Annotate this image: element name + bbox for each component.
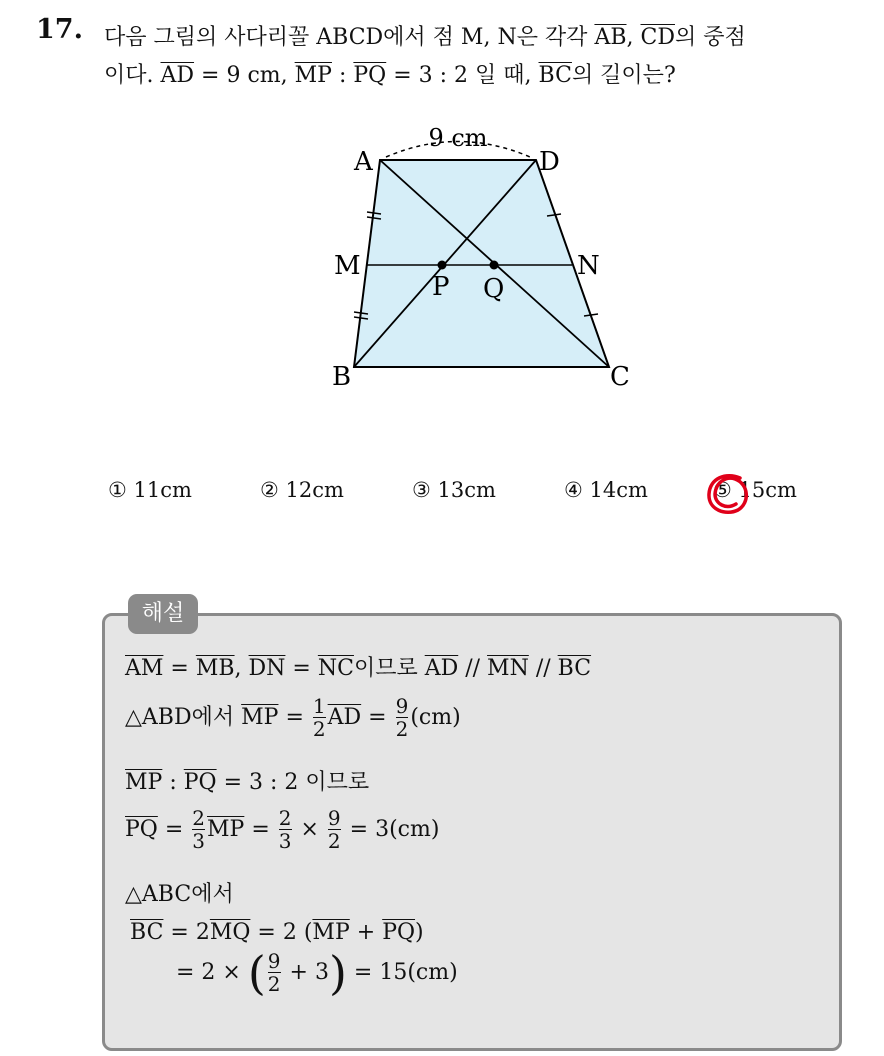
solution-line-3: $\overline{MP}$ : $\overline{PQ} = 3$ : 2 이므로 (125, 770, 370, 795)
point-q (490, 261, 499, 270)
choice-1[interactable]: ① 11cm (108, 478, 192, 502)
label-b: B (332, 362, 352, 392)
fraction: $\frac{1}{2}$ (312, 694, 326, 741)
point-p (438, 261, 447, 270)
choice-3[interactable]: ③ 13cm (412, 478, 496, 502)
question-line-2: 이다. $\overline{AD} = 9$ cm, $\overline{MP}$ : $\overline{PQ} = 3$ : 2 일 때, $\overline{BC}$의 길이는? (104, 63, 676, 88)
solution-line-5: △ABC에서 (125, 882, 234, 907)
solution-line-4: $\overline{PQ}$ = $\frac{2}{3}$ $\overline{MP}$ = $\frac{2}{3}$ × $\frac{9}{2}$ = 3(cm) (125, 806, 440, 853)
solution-line-2: △ABD에서 $\overline{MP}$ = $\frac{1}{2}$ $\overline{AD}$ = $\frac{9}{2}$ (cm) (125, 694, 461, 741)
question-number: 17. (36, 14, 83, 45)
trapezoid-diagram (320, 118, 650, 408)
fraction: $\frac{9}{2}$ (267, 949, 281, 996)
fraction: $\frac{2}{3}$ (192, 806, 205, 853)
choice-5[interactable]: ⑤ 15cm (713, 478, 797, 502)
label-p: P (432, 272, 450, 302)
solution-line-1: $\overline{AM} = \overline{MB}$, $\overline{DN} = \overline{NC}$이므로 $\overline{AD} // \overline{MN} // \overline{BC}$ (125, 656, 592, 681)
solution-tag: 해설 (128, 594, 198, 634)
choice-2[interactable]: ② 12cm (260, 478, 344, 502)
segment-ad: $\overline{AD}$ (160, 63, 195, 88)
fraction: $\frac{9}{2}$ (327, 806, 341, 853)
label-q: Q (483, 274, 505, 304)
segment-pq: $\overline{PQ}$ (353, 63, 387, 88)
trapezoid-shape (354, 160, 609, 367)
solution-line-7: = 2 × ( $\frac{9}{2}$ + 3) = 15(cm) (176, 946, 458, 1000)
answer-circle-stroke (709, 476, 746, 513)
choice-4[interactable]: ④ 14cm (564, 478, 648, 502)
label-d: D (539, 147, 560, 177)
label-m: M (334, 251, 361, 281)
label-a: A (354, 147, 373, 177)
top-length-label: 9 cm (428, 124, 488, 152)
segment-mp: $\overline{MP}$ (294, 63, 332, 88)
segment-bc: $\overline{BC}$ (538, 63, 572, 88)
fraction: $\frac{9}{2}$ (395, 694, 409, 741)
question-text: 다음 그림의 사다리꼴 ABCD에서 점 M, N은 각각 (104, 25, 595, 50)
label-n: N (577, 251, 600, 281)
segment-cd: $\overline{CD}$ (640, 25, 675, 50)
segment-ab: $\overline{AB}$ (594, 25, 627, 50)
fraction: $\frac{2}{3}$ (278, 806, 292, 853)
solution-line-6: $\overline{BC} = 2\overline{MQ} = 2$ $(\overline{MP} + \overline{PQ})$ (130, 920, 424, 945)
answer-circle-mark (702, 470, 754, 520)
question-line-1: 다음 그림의 사다리꼴 ABCD에서 점 M, N은 각각 $\overline{AB}$, $\overline{CD}$의 중점 (104, 25, 746, 50)
label-c: C (610, 362, 630, 392)
